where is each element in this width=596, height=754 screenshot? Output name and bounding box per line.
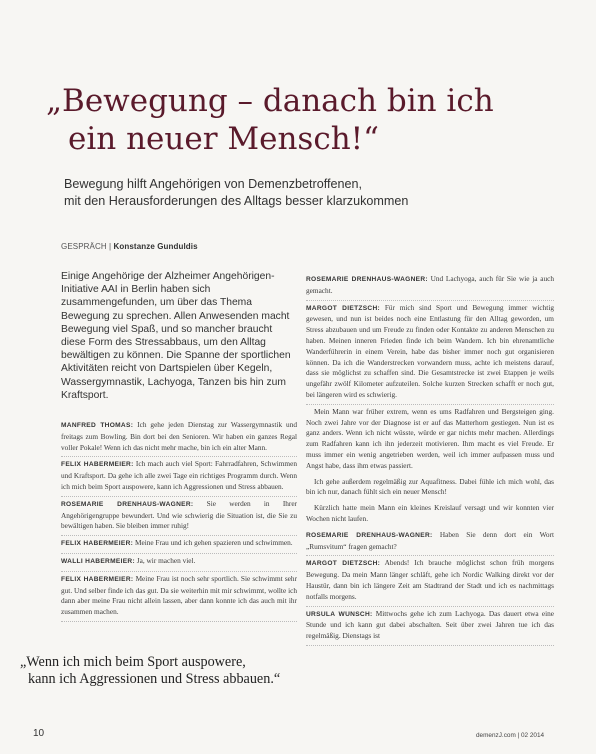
- interview-paragraph: [306, 301, 554, 405]
- article-title: [46, 82, 566, 158]
- speaker-name: ROSEMARIE DRENHAUS-WAGNER:: [306, 276, 428, 283]
- speaker-name: ROSEMARIE DRENHAUS-WAGNER:: [61, 500, 194, 508]
- intro-paragraph: Einige Angehörige der Alzheimer Angehörigen-Initiative AAI in Berlin haben sich zusammengefunden, um über das Thema Bewegung zu sprechen. Allen Anwesenden macht Bewegung viel Spaß, und so mancher braucht diese Form des Stressabbaus, um den Alltag bewältigen zu können. Die Spanne der sportlichen Aktivitäten reicht von Dartspielen über Kegeln, Wassergymnastik, Lachyoga, Tanzen bis hin zum Kraftsport.: [61, 271, 291, 401]
- title-line-1: „Bewegung – danach bin ich: [46, 83, 494, 119]
- paragraph-text: Mein Mann war früher extrem, wenn es ums Radfahren und Bergsteigen ging. Noch zwei Jahre vor der Diagnose ist er auf das Matterhorn gestiegen. Nun ist es ganz anders. Wenn ich nicht wüsste, würde er gar nichts mehr machen. Allerdings zum Radfahren kann ich ihn jederzeit motivieren. Ihm macht es viel Freude. Er muss immer ein wenig angetrieben werden, weil ich immer aufpassen muss und Angst habe, dass ihm etwas passiert.: [306, 406, 554, 470]
- paragraph-text: Abends! Ich brauche möglichst schon früh morgens Bewegung. Da mein Mann länger schläft, gehe ich Nordic Walking direkt vor der Haustür, dann bin ich längere Zeit am Stadtrand der Stadt und ich es nachmittags notfalls morgens.: [306, 558, 554, 601]
- interview-paragraph: [61, 457, 297, 496]
- byline: [61, 242, 361, 251]
- left-paragraph-list: [61, 418, 297, 622]
- paragraph-text: Kürzlich hatte mein Mann ein kleines Kreislauf versagt und wir konnten vier Wochen nicht laufen.: [306, 503, 554, 523]
- pull-quote-line-2: kann ich Aggressionen und Stress abbauen.“: [28, 671, 281, 687]
- pull-quote: [20, 654, 310, 688]
- speaker-name: ROSEMARIE DRENHAUS-WAGNER:: [306, 531, 433, 539]
- paragraph-text: Ich mach auch viel Sport: Fahrradfahren, Schwimmen und Kraftsport. Da gehe ich alle zwei Tage ein richtiges Programm durch. Wenn ich mich beim Sport auspowere, kann ich Aggressionen und Stress abbauen.: [61, 459, 297, 492]
- byline-label: GESPRÄCH |: [61, 242, 112, 251]
- left-column: [61, 270, 297, 622]
- speaker-name: MARGOT DIETZSCH:: [306, 560, 381, 568]
- interview-paragraph: [306, 272, 554, 301]
- interview-paragraph: [306, 405, 554, 475]
- paragraph-text: Meine Frau und ich gehen spazieren und schwimmen.: [134, 538, 293, 548]
- speaker-name: WALLI HABERMEIER:: [61, 558, 135, 565]
- page-number: 10: [33, 728, 45, 739]
- paragraph-text: Ich gehe jeden Dienstag zur Wassergymnastik und freitags zum Bowling. Bin dort bei den Senioren. Wir haben ein ganzes Regal voller Pokale! Wenn ich das nicht mehr mache, bin ich ein alter Mann.: [61, 420, 297, 452]
- paragraph-text: Und Lachyoga, auch für Sie wie ja auch gemacht.: [306, 274, 554, 295]
- paragraph-text: Haben Sie denn dort ein Wort „Rumsvitum“ fragen gemacht?: [306, 529, 555, 551]
- speaker-name: URSULA WUNSCH:: [306, 610, 373, 618]
- paragraph-text: Meine Frau ist noch sehr sportlich. Sie schwimmt sehr gut. Und selber finde ich das gut. Da sie weiterhin mit mir schwimmt, wollte ich dann aber meine Frau nicht allein lassen, aber dann konnte ich das auch mit ihr zusammen machen.: [61, 573, 298, 617]
- interview-paragraph: [61, 418, 297, 457]
- speaker-name: FELIX HABERMEIER:: [61, 461, 134, 469]
- interview-paragraph: [61, 497, 297, 536]
- paragraph-text: Für mich sind Sport und Bewegung immer wichtig gewesen, und nun ist beides noch eine Entlastung für den Alltag geworden, um Stress abzubauen und um Freude zu finden oder Kontakte zu anderen Menschen zu haben. Meinen inneren Frieden finde ich beim Wandern. Ich bin ehrenamtliche Wanderführerin in einem Verein, habe das bisher immer noch gut organisieren können. Da ich die Wanderstrecken vorwandern muss, achte ich meistens darauf, dass sie möglichst zu schaffen sind. Die Gesamtstrecke ist zwei Etappen je weils ungefähr zwölf Kilometer aufzuteilen. Solche kurzen Strecken schafft er noch gut, bei längeren wird es schwierig.: [306, 302, 554, 399]
- right-column: [306, 272, 554, 646]
- interview-paragraph: [61, 554, 297, 572]
- paragraph-text: Mittwochs gehe ich zum Lachyoga. Das dauert etwa eine Stunde und ich kann gut dabei abschalten. Seit über zwei Jahren tue ich das regelmäßig. Dienstags ist: [306, 608, 554, 641]
- paragraph-text: Ja, wir machen viel.: [136, 556, 196, 565]
- byline-author: Konstanze Gunduldis: [113, 242, 198, 251]
- interview-paragraph: [61, 536, 297, 554]
- interview-paragraph: [61, 572, 297, 622]
- speaker-name: FELIX HABERMEIER:: [61, 540, 134, 548]
- interview-paragraph: [306, 556, 554, 606]
- article-subtitle: [64, 176, 564, 210]
- magazine-issue: demenzJ.com | 02 2014: [476, 732, 545, 739]
- interview-paragraph: [306, 501, 554, 528]
- interview-paragraph: [306, 528, 554, 557]
- pull-quote-line-1: „Wenn ich mich beim Sport auspowere,: [20, 654, 246, 670]
- interview-paragraph: [306, 607, 554, 646]
- paragraph-text: Sie werden in Ihrer Angehörigengruppe bewundert. Und wie schwierig die Situation ist, die Sie zu bewältigen haben. Sie bleiben immer ruhig!: [61, 498, 297, 531]
- right-paragraph-list: [306, 272, 554, 646]
- subtitle-line-1: Bewegung hilft Angehörigen von Demenzbetroffenen,: [64, 177, 363, 191]
- title-line-2: ein neuer Mensch!“: [68, 121, 379, 157]
- speaker-name: MARGOT DIETZSCH:: [306, 304, 381, 312]
- speaker-name: FELIX HABERMEIER:: [61, 575, 134, 583]
- paragraph-text: Ich gehe außerdem regelmäßig zur Aquafitness. Dabei fühle ich mich wohl, das bin ich nur, danach fühlt sich ein neuer Mensch!: [306, 476, 554, 497]
- subtitle-line-2: mit den Herausforderungen des Alltags besser klarzukommen: [64, 194, 409, 208]
- interview-paragraph: [306, 475, 554, 502]
- speaker-name: MANFRED THOMAS:: [61, 422, 134, 430]
